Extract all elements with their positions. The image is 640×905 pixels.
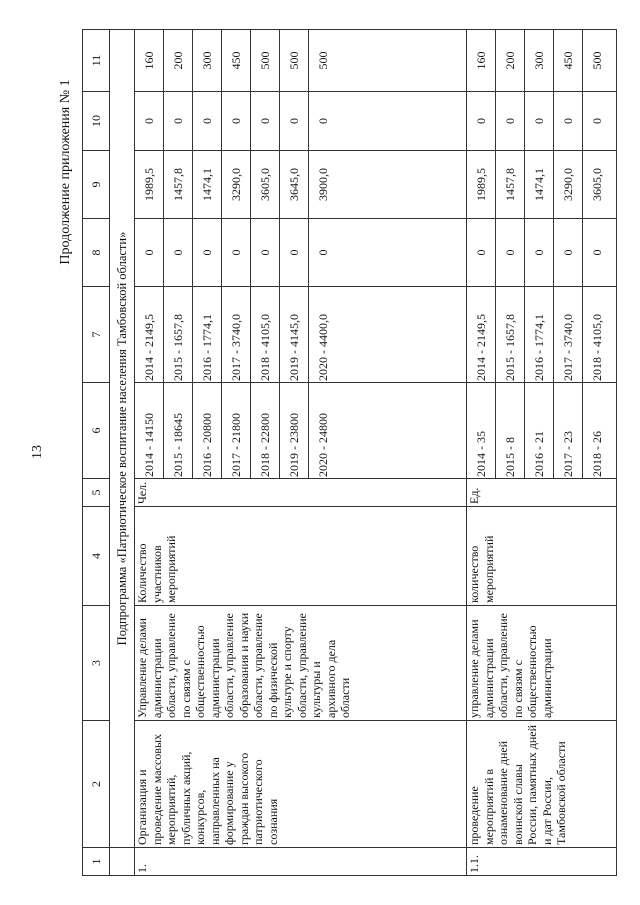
year-value: 500 — [251, 30, 280, 91]
subprogram-title: Подпрограмма «Патриотическое воспитание населения Тамбовской области» — [110, 30, 135, 848]
year-value: 2016 - 1774,1 — [193, 287, 222, 382]
year-value: 0 — [135, 219, 164, 286]
table-stage — [82, 30, 604, 876]
year-value: 450 — [554, 30, 583, 91]
year-value: 160 — [467, 30, 496, 91]
year-value: 500 — [316, 51, 330, 70]
year-value: 2016 - 1774,1 — [525, 287, 554, 382]
year-value: 0 — [590, 249, 604, 256]
cell-indicator: количество мероприятий — [467, 507, 617, 606]
header-cell: 4 — [83, 507, 110, 606]
year-value: 160 — [135, 30, 164, 91]
cell-executor: Управление делами администрации области, управление по связям с общественностью администрации области, управление образования и науки области, управление по физической культуре и спорту области, управление культуры и архивного дела области — [135, 606, 467, 721]
year-value: 3605,0 — [251, 151, 280, 218]
year-value: 0 — [554, 219, 583, 286]
year-value: 450 — [222, 30, 251, 91]
year-value: 2017 - 23 — [554, 383, 583, 478]
year-value: 0 — [135, 92, 164, 150]
cell-unit: Чел. — [135, 479, 467, 507]
header-cell: 6 — [83, 383, 110, 479]
cell-c8 — [135, 219, 467, 287]
cell-c9 — [135, 151, 467, 219]
year-value: 0 — [222, 219, 251, 286]
year-value: 2019 - 4145,0 — [280, 287, 309, 382]
cell-c8 — [467, 219, 617, 287]
year-value: 0 — [280, 219, 309, 286]
cell-c10 — [135, 92, 467, 151]
cell-c11 — [135, 30, 467, 92]
year-value: 1989,5 — [467, 151, 496, 218]
year-value: 2020 - 4400,0 — [316, 314, 330, 381]
table-row — [467, 30, 617, 876]
year-value: 2018 - 22800 — [251, 383, 280, 478]
year-value: 1989,5 — [135, 151, 164, 218]
cell-indicator: Количество участников мероприятий — [135, 507, 467, 606]
cell-c7 — [135, 287, 467, 383]
year-value: 1474,1 — [193, 151, 222, 218]
header-cell: 8 — [83, 219, 110, 287]
subprogram-row — [110, 30, 135, 876]
header-cell: 1 — [83, 848, 110, 876]
year-value: 3645,0 — [280, 151, 309, 218]
table-row — [135, 30, 467, 876]
cell-c7 — [467, 287, 617, 383]
cell-c6 — [467, 383, 617, 479]
year-value: 500 — [280, 30, 309, 91]
year-value: 2018 - 4105,0 — [590, 314, 604, 381]
year-value: 0 — [251, 92, 280, 150]
cell-c10 — [467, 92, 617, 151]
page-number: 13 — [30, 445, 45, 459]
header-cell: 3 — [83, 606, 110, 721]
year-value: 2015 - 1657,8 — [164, 287, 193, 382]
year-value: 500 — [590, 51, 604, 70]
year-value: 0 — [193, 219, 222, 286]
year-value: 3900,0 — [316, 168, 330, 201]
year-value: 3605,0 — [590, 168, 604, 201]
year-value: 2015 - 1657,8 — [496, 287, 525, 382]
cell-c11 — [467, 30, 617, 92]
header-cell: 9 — [83, 151, 110, 219]
cell-executor: управление делами администрации области, управление по связям с общественностью администрации — [467, 606, 617, 721]
year-value: 0 — [496, 219, 525, 286]
year-value: 0 — [222, 92, 251, 150]
year-value: 2017 - 3740,0 — [554, 287, 583, 382]
year-value: 0 — [316, 118, 330, 124]
year-value: 2017 - 3740,0 — [222, 287, 251, 382]
year-value: 0 — [590, 118, 604, 124]
year-value: 0 — [467, 219, 496, 286]
year-value: 0 — [251, 219, 280, 286]
cell-c6 — [135, 383, 467, 479]
year-value: 2016 - 21 — [525, 383, 554, 478]
header-cell: 11 — [83, 30, 110, 92]
year-value: 2014 - 2149,5 — [135, 287, 164, 382]
header-cell: 2 — [83, 721, 110, 848]
appendix-continuation-label: Продолжение приложения № 1 — [58, 79, 73, 265]
year-value: 2014 - 35 — [467, 383, 496, 478]
year-value: 0 — [467, 92, 496, 150]
header-cell: 5 — [83, 479, 110, 507]
year-value: 200 — [496, 30, 525, 91]
year-value: 0 — [164, 219, 193, 286]
year-value: 2018 - 4105,0 — [251, 287, 280, 382]
year-value: 2019 - 23800 — [280, 383, 309, 478]
year-value: 2015 - 18645 — [164, 383, 193, 478]
program-table — [82, 29, 617, 876]
year-value: 0 — [525, 92, 554, 150]
year-value: 2018 - 26 — [590, 431, 604, 477]
year-value: 3290,0 — [554, 151, 583, 218]
year-value: 0 — [280, 92, 309, 150]
year-value: 2017 - 21800 — [222, 383, 251, 478]
year-value: 2020 - 24800 — [316, 413, 330, 477]
year-value: 300 — [193, 30, 222, 91]
year-value: 0 — [193, 92, 222, 150]
year-value: 300 — [525, 30, 554, 91]
cell-name: проведение мероприятий в ознаменование дней воинской славы России, памятных дней и дат России, Тамбовской области — [467, 721, 617, 848]
cell-num: 1.1. — [467, 848, 617, 876]
year-value: 2014 - 2149,5 — [467, 287, 496, 382]
year-value: 0 — [525, 219, 554, 286]
year-value: 0 — [316, 249, 330, 256]
cell-name: Организация и проведение массовых мероприятий, публичных акций, конкурсов, направленных на формирование у граждан высокого патриотического сознания — [135, 721, 467, 848]
year-value: 1457,8 — [164, 151, 193, 218]
year-value: 2016 - 20800 — [193, 383, 222, 478]
year-value: 2014 - 14150 — [135, 383, 164, 478]
cell-unit: Ед. — [467, 479, 617, 507]
header-row — [83, 30, 110, 876]
rotated-table-container — [82, 30, 604, 876]
year-value: 0 — [496, 92, 525, 150]
cell-num: 1. — [135, 848, 467, 876]
year-value: 200 — [164, 30, 193, 91]
year-value: 1474,1 — [525, 151, 554, 218]
header-cell: 10 — [83, 92, 110, 151]
cell-c9 — [467, 151, 617, 219]
year-value: 0 — [554, 92, 583, 150]
year-value: 1457,8 — [496, 151, 525, 218]
year-value: 0 — [164, 92, 193, 150]
year-value: 3290,0 — [222, 151, 251, 218]
year-value: 2015 - 8 — [496, 383, 525, 478]
header-cell: 7 — [83, 287, 110, 383]
